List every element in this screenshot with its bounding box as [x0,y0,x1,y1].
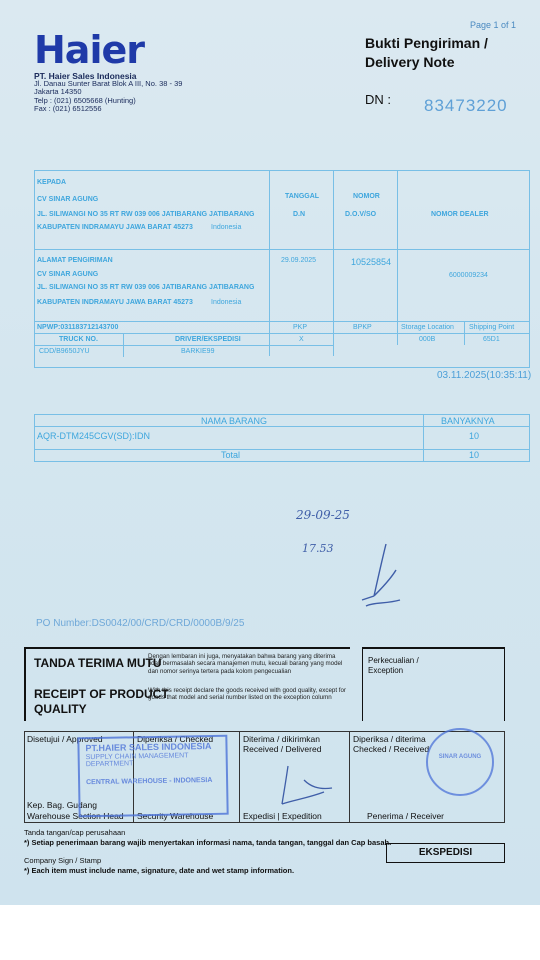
driver-label: DRIVER/EKSPEDISI [175,336,241,343]
shipment-table [34,170,530,368]
handwritten-signature [352,540,412,614]
npwp: NPWP:031183712143700 [37,324,119,331]
pkp-value: X [299,336,304,343]
alamat-label: ALAMAT PENGIRIMAN [37,257,113,264]
section-head-label-2: Warehouse Section Head [27,811,124,821]
warehouse-stamp [77,735,228,818]
checked-received-label-2: Checked / Received [353,744,430,754]
company-name: PT. Haier Sales Indonesia [34,71,137,81]
shipping-point-label: Shipping Point [469,324,515,331]
items-table [34,414,530,462]
truck-label: TRUCK NO. [59,336,98,343]
truck-value: CDD/B9650JYU [39,348,90,355]
alamat-country: Indonesia [211,299,242,306]
exception-label-2: Exception [368,665,404,675]
notes [24,828,391,876]
receipt-title-en-2: QUALITY [34,702,87,716]
section-head-label-1: Kep. Bag. Gudang [27,800,97,810]
checked-label: Diperiksa / Checked [137,734,214,744]
nomor-sub: D.O.V/SO [345,211,377,218]
kepada-name: CV SINAR AGUNG [37,196,99,203]
col-item-name: NAMA BARANG [201,416,268,426]
exception-label [368,656,419,675]
stamp-line-3: CENTRAL WAREHOUSE - INDONESIA [86,776,213,787]
receipt-of-quality-box [24,647,350,721]
storage-location-label: Storage Location [401,324,454,331]
kepada-country: Indonesia [211,224,242,231]
title-line-1: Bukti Pengiriman / [365,35,488,51]
receipt-title-en-1: RECEIPT OF PRODUCT [34,687,169,701]
tanggal-value: 29.09.2025 [281,257,317,264]
dealer-value: 6000009234 [449,272,488,279]
po-number: PO Number:DS0042/00/CRD/CRD/0000B/9/25 [36,618,245,629]
dealer-label: NOMOR DEALER [431,211,489,218]
receipt-title-id: TANDA TERIMA MUTU [34,656,162,670]
page-number: Page 1 of 1 [470,20,517,30]
driver-value: BARKIE99 [181,348,215,355]
address-line-2: Jakarta 14350 [34,87,82,97]
ekspedisi-box: EKSPEDISI [386,843,505,863]
dn-label: DN : [365,92,391,107]
stamp-line-2: SUPPLY CHAIN MANAGEMENT DEPARTMENT [85,752,189,769]
kepada-address-2: KABUPATEN INDRAMAYU JAWA BARAT 45273 [37,224,193,231]
total-label: Total [221,450,241,460]
security-label: Security Warehouse [137,811,214,821]
alamat-address-2: KABUPATEN INDRAMAYU JAWA BARAT 45273 [37,299,193,306]
nomor-label: NOMOR [353,193,380,200]
tanggal-label: TANGGAL [285,193,320,200]
expedition-signature [274,760,344,810]
receipt-text-en: With this receipt declare the goods received with good quality, except for goods that model and serial number listed on the exception column [148,687,346,702]
storage-location-value: 000B [419,336,436,343]
kepada-address-1: JL. SILIWANGI NO 35 RT RW 039 006 JATIBARANG JATIBARANG [37,211,255,218]
stamp-line-1: PT.HAIER SALES INDONESIA [85,740,212,754]
dn-number: 83473220 [424,96,508,115]
kepada-label: KEPADA [37,179,67,186]
note-1: *) Setiap penerimaan barang wajib menyertakan informasi nama, tanda tangan, tanggal dan Cap basah. [24,838,392,847]
alamat-name: CV SINAR AGUNG [37,271,99,278]
fax: Fax : (021) 6512556 [34,103,102,113]
company-info [34,72,182,113]
tanggal-sub: D.N [293,211,306,218]
company-sign-label-en: Company Sign / Stamp [24,856,102,865]
total-value: 10 [469,450,480,460]
pkp-label: PKP [293,324,308,331]
title-line-2: Delivery Note [365,54,455,70]
item-qty: 10 [469,431,480,441]
haier-logo: Haier [34,28,144,72]
approved-label: Disetujui / Approved [27,734,103,744]
item-name: AQR-DTM245CGV(SD):IDN [37,431,151,441]
alamat-address-1: JL. SILIWANGI NO 35 RT RW 039 006 JATIBARANG JATIBARANG [37,284,255,291]
bpkp-label: BPKP [353,324,372,331]
company-sign-label: Tanda tangan/cap perusahaan [24,828,126,837]
receipt-text-id: Dengan lembaran ini juga, menyatakan bahwa barang yang diterima tidak bermasalah secara manajemen mutu, kecuali barang yang model dan nomor serinya tertera pada kolom pengecualian [148,653,343,675]
printed-timestamp: 03.11.2025(10:35:11) [437,370,532,381]
checked-received-label-1: Diperiksa / diterima [353,734,426,744]
shipping-point-value: 65D1 [483,336,500,343]
expedition-label: Expedisi | Expedition [243,811,322,821]
handwritten-date: 29-09-25 [296,508,350,522]
delivered-label-2: Received / Delivered [243,744,322,754]
note-2: *) Each item must include name, signature, date and wet stamp information. [24,866,295,875]
exception-label-1: Perkecualian / [368,656,419,665]
receiver-label: Penerima / Receiver [367,811,445,821]
receiver-round-stamp: SINAR AGUNG [426,728,494,796]
telp: Telp : (021) 6505668 (Hunting) [34,95,136,105]
delivered-label-1: Diterima / dikirimkan [243,734,320,744]
handwritten-time: 17.53 [302,542,334,555]
col-quantity: BANYAKNYA [441,416,495,426]
address-line-1: Jl. Danau Sunter Barat Blok A III, No. 38 - 39 [34,79,183,89]
document-title [365,34,488,72]
nomor-value: 10525854 [351,257,392,267]
